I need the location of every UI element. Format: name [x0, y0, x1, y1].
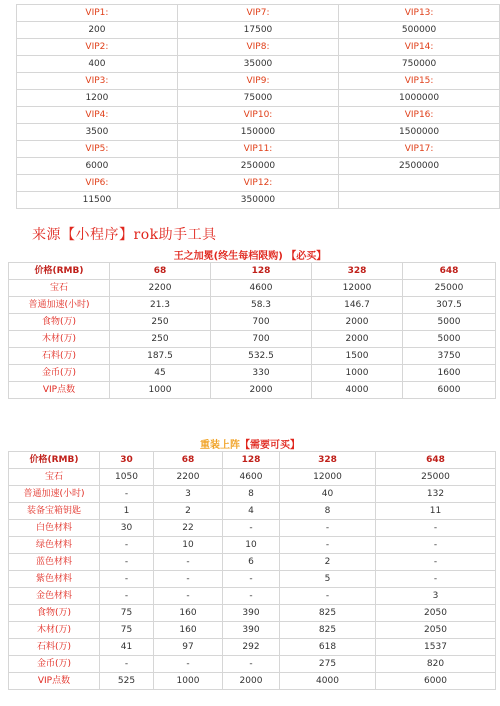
table-cell: 2: [154, 503, 223, 520]
table-cell: 6: [223, 554, 280, 571]
table-cell: 700: [211, 331, 312, 348]
vip-level-label: VIP16:: [339, 107, 500, 124]
row-label: VIP点数: [9, 382, 110, 399]
vip-row: [17, 175, 500, 192]
row-label: 蓝色材料: [9, 554, 100, 571]
table-cell: 10: [154, 537, 223, 554]
table-cell: 75: [100, 605, 154, 622]
table-row: [9, 537, 496, 554]
table-cell: 12000: [280, 469, 376, 486]
table-cell: -: [154, 571, 223, 588]
table-row: [9, 365, 496, 382]
table-cell: -: [100, 554, 154, 571]
table-row: [9, 588, 496, 605]
table-cell: 132: [376, 486, 496, 503]
source-note: 来源【小程序】rok助手工具: [32, 227, 217, 243]
vip-row: [17, 141, 500, 158]
table2-title-note: 【需要可买】: [240, 440, 300, 451]
vip-level-label: VIP13:: [339, 5, 500, 22]
crown-pack-table: [8, 262, 496, 399]
table-cell: -: [280, 520, 376, 537]
table-cell: 700: [211, 314, 312, 331]
table-cell: 1050: [100, 469, 154, 486]
table-cell: 4000: [280, 673, 376, 690]
vip-points-value: 11500: [17, 192, 178, 209]
table-cell: -: [100, 656, 154, 673]
row-label: 食物(万): [9, 314, 110, 331]
table-cell: 3: [376, 588, 496, 605]
table-cell: 1537: [376, 639, 496, 656]
vip-row: [17, 5, 500, 22]
vip-level-label: VIP4:: [17, 107, 178, 124]
table-cell: 58.3: [211, 297, 312, 314]
row-label: 金币(万): [9, 365, 110, 382]
price-tier-header: 68: [110, 263, 211, 280]
vip-level-label: VIP2:: [17, 39, 178, 56]
vip-level-label: VIP3:: [17, 73, 178, 90]
table-cell: 160: [154, 605, 223, 622]
table-cell: 4600: [223, 469, 280, 486]
vip-points-value: 400: [17, 56, 178, 73]
table-cell: 825: [280, 605, 376, 622]
vip-level-label: VIP14:: [339, 39, 500, 56]
table-cell: 146.7: [312, 297, 403, 314]
vip-points-value: 1200: [17, 90, 178, 107]
table-cell: 292: [223, 639, 280, 656]
vip-level-label: VIP11:: [177, 141, 338, 158]
table-row: [9, 469, 496, 486]
table-cell: 250: [110, 314, 211, 331]
table-cell: -: [154, 588, 223, 605]
vip-level-label: VIP8:: [177, 39, 338, 56]
price-tier-header: 648: [403, 263, 496, 280]
table-header-row: [9, 263, 496, 280]
table-cell: 2200: [110, 280, 211, 297]
table-cell: 2000: [312, 314, 403, 331]
table-cell: -: [376, 537, 496, 554]
row-label: 石料(万): [9, 639, 100, 656]
vip-points-value: 2500000: [339, 158, 500, 175]
table-cell: 2000: [223, 673, 280, 690]
table2-title: [0, 436, 500, 451]
table-header-row: [9, 452, 496, 469]
table-cell: -: [223, 571, 280, 588]
vip-row: [17, 107, 500, 124]
vip-row: [17, 158, 500, 175]
price-header: 价格(RMB): [9, 263, 110, 280]
table-row: [9, 486, 496, 503]
table-cell: 1000: [312, 365, 403, 382]
row-label: 白色材料: [9, 520, 100, 537]
price-tier-header: 30: [100, 452, 154, 469]
table-row: [9, 348, 496, 365]
row-label: 食物(万): [9, 605, 100, 622]
row-label: 宝石: [9, 469, 100, 486]
price-tier-header: 648: [376, 452, 496, 469]
table-cell: -: [223, 656, 280, 673]
table-cell: -: [100, 537, 154, 554]
table-row: [9, 520, 496, 537]
table-cell: 5: [280, 571, 376, 588]
table-cell: 2050: [376, 622, 496, 639]
table-cell: 330: [211, 365, 312, 382]
row-label: 装备宝箱钥匙: [9, 503, 100, 520]
table-cell: 25000: [403, 280, 496, 297]
price-tier-header: 328: [280, 452, 376, 469]
vip-points-value: 3500: [17, 124, 178, 141]
table-cell: 1000: [154, 673, 223, 690]
vip-level-label: VIP5:: [17, 141, 178, 158]
table-cell: 40: [280, 486, 376, 503]
table-cell: 25000: [376, 469, 496, 486]
row-label: 石料(万): [9, 348, 110, 365]
table-row: [9, 605, 496, 622]
table-cell: 45: [110, 365, 211, 382]
table-cell: -: [376, 571, 496, 588]
table-cell: 390: [223, 622, 280, 639]
row-label: 普通加速(小时): [9, 486, 100, 503]
vip-row: [17, 56, 500, 73]
table-cell: 6000: [376, 673, 496, 690]
vip-level-label: VIP10:: [177, 107, 338, 124]
row-label: 紫色材料: [9, 571, 100, 588]
table-cell: 532.5: [211, 348, 312, 365]
table-cell: 2050: [376, 605, 496, 622]
table-cell: -: [100, 588, 154, 605]
row-label: 木材(万): [9, 331, 110, 348]
table-row: [9, 280, 496, 297]
table-cell: 187.5: [110, 348, 211, 365]
table-cell: 390: [223, 605, 280, 622]
table-cell: 8: [223, 486, 280, 503]
price-header: 价格(RMB): [9, 452, 100, 469]
table-cell: 8: [280, 503, 376, 520]
table-row: [9, 297, 496, 314]
table-cell: 250: [110, 331, 211, 348]
table-cell: 160: [154, 622, 223, 639]
table-cell: -: [100, 486, 154, 503]
table-cell: 6000: [403, 382, 496, 399]
vip-level-label: VIP12:: [177, 175, 338, 192]
table-cell: -: [223, 520, 280, 537]
table-row: [9, 382, 496, 399]
vip-level-label: VIP15:: [339, 73, 500, 90]
table-row: [9, 554, 496, 571]
vip-level-label: VIP6:: [17, 175, 178, 192]
table-cell: 1600: [403, 365, 496, 382]
vip-points-value: 750000: [339, 56, 500, 73]
table-cell: 307.5: [403, 297, 496, 314]
vip-row: [17, 192, 500, 209]
vip-level-label: [339, 175, 500, 192]
table-cell: 22: [154, 520, 223, 537]
table-cell: 5000: [403, 314, 496, 331]
table-cell: 825: [280, 622, 376, 639]
table-cell: 2000: [312, 331, 403, 348]
price-tier-header: 68: [154, 452, 223, 469]
table-cell: 3: [154, 486, 223, 503]
vip-points-value: 500000: [339, 22, 500, 39]
table-cell: -: [376, 554, 496, 571]
table-cell: -: [280, 537, 376, 554]
table-cell: 2000: [211, 382, 312, 399]
table-row: [9, 314, 496, 331]
vip-points-value: 75000: [177, 90, 338, 107]
vip-points-value: 200: [17, 22, 178, 39]
table-cell: 75: [100, 622, 154, 639]
vip-level-label: VIP9:: [177, 73, 338, 90]
vip-level-label: VIP1:: [17, 5, 178, 22]
table-cell: -: [154, 554, 223, 571]
row-label: 金币(万): [9, 656, 100, 673]
vip-points-value: 150000: [177, 124, 338, 141]
vip-row: [17, 124, 500, 141]
table-cell: 41: [100, 639, 154, 656]
vip-points-value: 6000: [17, 158, 178, 175]
price-tier-header: 128: [211, 263, 312, 280]
gear-pack-table: [8, 451, 496, 690]
table-cell: 3750: [403, 348, 496, 365]
table-cell: 820: [376, 656, 496, 673]
table-cell: -: [154, 656, 223, 673]
table-cell: -: [280, 588, 376, 605]
vip-level-label: VIP17:: [339, 141, 500, 158]
row-label: 绿色材料: [9, 537, 100, 554]
vip-points-value: 350000: [177, 192, 338, 209]
table-cell: 2: [280, 554, 376, 571]
table-cell: 618: [280, 639, 376, 656]
table-cell: 1: [100, 503, 154, 520]
vip-points-value: 17500: [177, 22, 338, 39]
table-cell: 4: [223, 503, 280, 520]
table-cell: 10: [223, 537, 280, 554]
table-cell: 12000: [312, 280, 403, 297]
table-cell: 4600: [211, 280, 312, 297]
price-tier-header: 128: [223, 452, 280, 469]
table-cell: -: [100, 571, 154, 588]
vip-row: [17, 22, 500, 39]
table-cell: 525: [100, 673, 154, 690]
table-row: [9, 571, 496, 588]
table-cell: -: [376, 520, 496, 537]
table-row: [9, 503, 496, 520]
vip-row: [17, 39, 500, 56]
row-label: 金色材料: [9, 588, 100, 605]
vip-level-label: VIP7:: [177, 5, 338, 22]
row-label: 宝石: [9, 280, 110, 297]
table-cell: 1500: [312, 348, 403, 365]
table2-title-main: 重装上阵: [200, 440, 240, 451]
table1-title: 王之加冕(终生每档限购) 【必买】: [173, 251, 327, 262]
vip-points-value: 35000: [177, 56, 338, 73]
table-cell: -: [223, 588, 280, 605]
table-cell: 2200: [154, 469, 223, 486]
table-cell: 1000: [110, 382, 211, 399]
row-label: 普通加速(小时): [9, 297, 110, 314]
table-cell: 97: [154, 639, 223, 656]
table-cell: 30: [100, 520, 154, 537]
table-cell: 11: [376, 503, 496, 520]
table-row: [9, 656, 496, 673]
vip-points-value: [339, 192, 500, 209]
vip-points-value: 250000: [177, 158, 338, 175]
vip-row: [17, 90, 500, 107]
vip-table: [16, 4, 500, 209]
table-cell: 4000: [312, 382, 403, 399]
table-row: [9, 673, 496, 690]
table-row: [9, 639, 496, 656]
vip-points-value: 1500000: [339, 124, 500, 141]
vip-points-value: 1000000: [339, 90, 500, 107]
row-label: 木材(万): [9, 622, 100, 639]
table-cell: 275: [280, 656, 376, 673]
table-row: [9, 331, 496, 348]
table-cell: 5000: [403, 331, 496, 348]
vip-row: [17, 73, 500, 90]
price-tier-header: 328: [312, 263, 403, 280]
table-row: [9, 622, 496, 639]
row-label: VIP点数: [9, 673, 100, 690]
table-cell: 21.3: [110, 297, 211, 314]
